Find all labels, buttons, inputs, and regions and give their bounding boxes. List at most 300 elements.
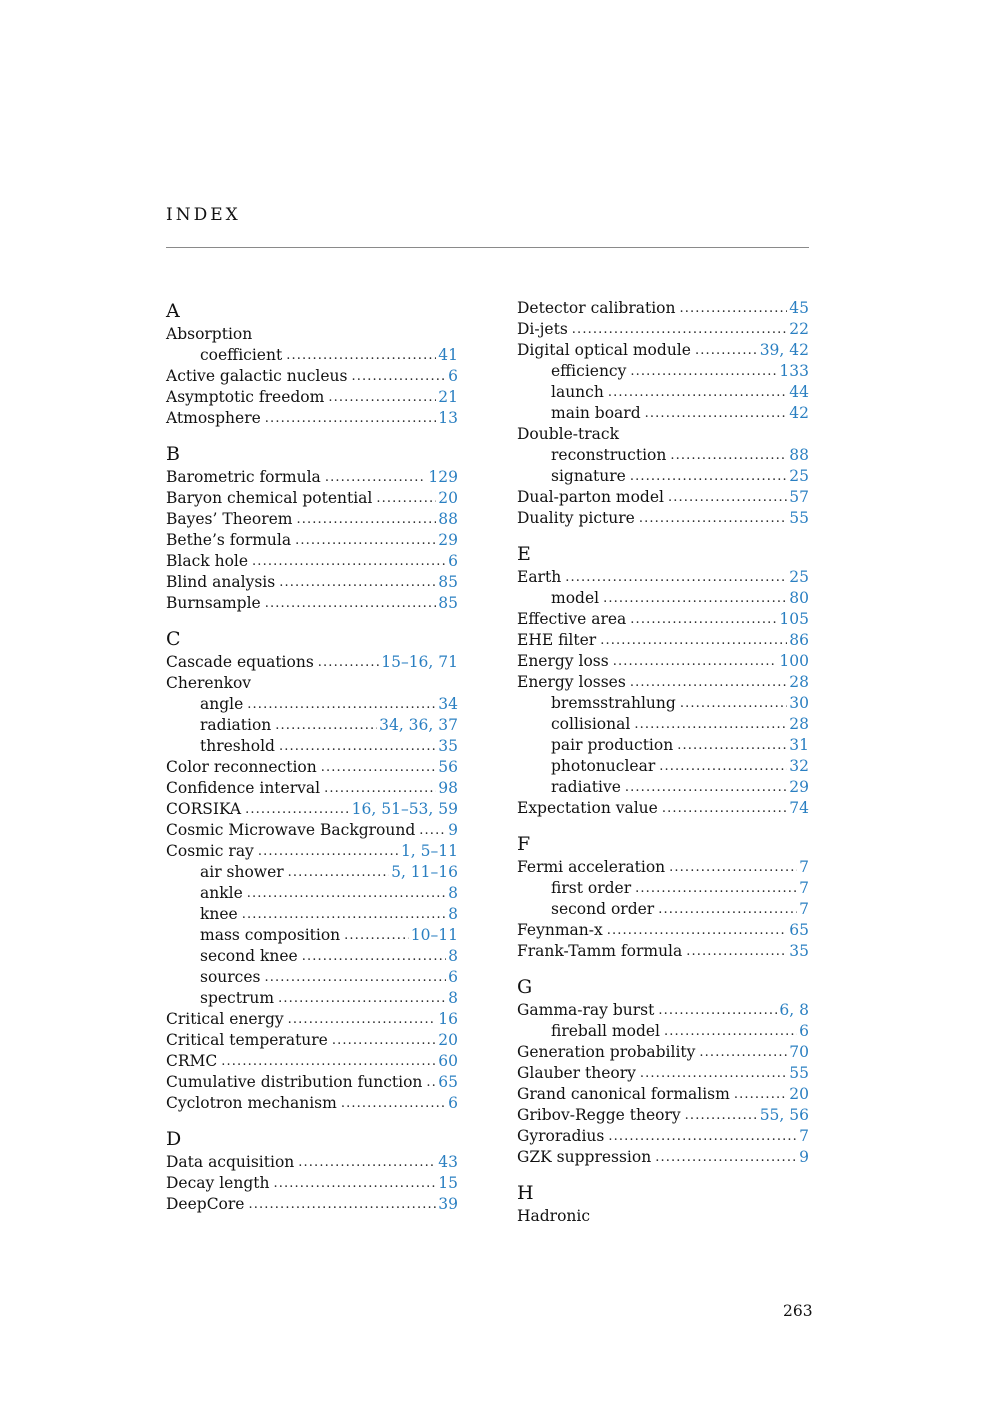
page-reference-link[interactable]: 43 xyxy=(438,1153,458,1171)
index-term: Active galactic nucleus xyxy=(166,367,348,385)
index-subentry xyxy=(166,345,458,366)
page-title: INDEX xyxy=(166,205,241,225)
index-entry xyxy=(166,1009,458,1030)
index-entry xyxy=(517,298,809,319)
index-section-letter: D xyxy=(166,1128,182,1150)
index-entry xyxy=(517,1126,809,1147)
dot-leader xyxy=(630,361,777,382)
dot-leader xyxy=(288,862,389,883)
index-entry xyxy=(166,324,458,345)
index-term: sources xyxy=(200,968,261,986)
index-term: angle xyxy=(200,695,244,713)
dot-leader xyxy=(565,567,787,588)
index-term: signature xyxy=(551,467,626,485)
index-term: Black hole xyxy=(166,552,249,570)
index-term: knee xyxy=(200,905,238,923)
dot-leader xyxy=(248,1194,436,1215)
dot-leader xyxy=(258,841,399,862)
page-reference-link[interactable]: 70 xyxy=(789,1043,809,1061)
page-reference-link[interactable]: 16 xyxy=(438,1010,458,1028)
index-section-letter: G xyxy=(517,976,533,998)
dot-leader xyxy=(273,1173,436,1194)
index-entry xyxy=(166,408,458,429)
index-term: second order xyxy=(551,900,655,918)
page-reference-link[interactable]: 13 xyxy=(438,409,458,427)
page-reference-link[interactable]: 39, 42 xyxy=(759,341,809,359)
index-term: Barometric formula xyxy=(166,468,321,486)
index-term: Earth xyxy=(517,568,562,586)
dot-leader xyxy=(332,1030,436,1051)
page-reference-link[interactable]: 39 xyxy=(438,1195,458,1213)
index-term: mass composition xyxy=(200,926,341,944)
index-entry xyxy=(517,567,809,588)
dot-leader xyxy=(670,445,787,466)
dot-leader xyxy=(324,778,436,799)
page-reference-link[interactable]: 32 xyxy=(789,757,809,775)
index-entry xyxy=(517,630,809,651)
page-reference-link[interactable]: 42 xyxy=(789,404,809,422)
index-subentry xyxy=(517,382,809,403)
index-term: Gamma-ray burst xyxy=(517,1001,655,1019)
index-entry xyxy=(517,1000,809,1021)
index-term: Generation probability xyxy=(517,1043,696,1061)
page-reference-link[interactable]: 28 xyxy=(789,673,809,691)
index-term: Gribov-Regge theory xyxy=(517,1106,681,1124)
index-entry xyxy=(166,799,458,820)
index-term: Blind analysis xyxy=(166,573,276,591)
page-reference-link[interactable]: 22 xyxy=(789,320,809,338)
dot-leader xyxy=(242,904,446,925)
page-reference-link[interactable]: 6, 8 xyxy=(779,1001,809,1019)
page-reference-link[interactable]: 5, 11–16 xyxy=(391,863,458,881)
index-term: EHE filter xyxy=(517,631,597,649)
index-entry xyxy=(166,778,458,799)
index-entry xyxy=(166,509,458,530)
page-reference-link[interactable]: 30 xyxy=(789,694,809,712)
header-rule xyxy=(166,247,809,248)
index-term: Frank-Tamm formula xyxy=(517,942,683,960)
index-entry xyxy=(517,941,809,962)
page-reference-link[interactable]: 74 xyxy=(789,799,809,817)
page-reference-link[interactable]: 1, 5–11 xyxy=(400,842,458,860)
index-subentry xyxy=(166,925,458,946)
index-term: Di-jets xyxy=(517,320,568,338)
index-subentry xyxy=(166,715,458,736)
page-reference-link[interactable]: 85 xyxy=(438,594,458,612)
index-term: ankle xyxy=(200,884,243,902)
page-reference-link[interactable]: 65 xyxy=(438,1073,458,1091)
dot-leader xyxy=(607,920,788,941)
page-reference-link[interactable]: 29 xyxy=(438,531,458,549)
page-reference-link[interactable]: 133 xyxy=(779,362,809,380)
index-term: Energy losses xyxy=(517,673,626,691)
page-reference-link[interactable]: 34, 36, 37 xyxy=(379,716,458,734)
page-reference-link[interactable]: 35 xyxy=(789,942,809,960)
index-term: Dual-parton model xyxy=(517,488,664,506)
index-term: photonuclear xyxy=(551,757,656,775)
index-entry xyxy=(517,1147,809,1168)
dot-leader xyxy=(625,777,787,798)
dot-leader xyxy=(613,651,778,672)
index-term: air shower xyxy=(200,863,284,881)
dot-leader xyxy=(351,366,446,387)
index-subentry xyxy=(517,735,809,756)
index-term: first order xyxy=(551,879,632,897)
page-reference-link[interactable]: 6 xyxy=(799,1022,809,1040)
index-term: Cosmic ray xyxy=(166,842,254,860)
index-subentry xyxy=(517,466,809,487)
dot-leader xyxy=(669,857,797,878)
dot-leader xyxy=(318,652,379,673)
index-term: model xyxy=(551,589,600,607)
page-reference-link[interactable]: 6 xyxy=(448,367,458,385)
page-reference-link[interactable]: 16, 51–53, 59 xyxy=(351,800,458,818)
page-reference-link[interactable]: 31 xyxy=(789,736,809,754)
dot-leader xyxy=(286,345,436,366)
index-entry xyxy=(517,424,809,445)
page-reference-link[interactable]: 80 xyxy=(789,589,809,607)
page-reference-link[interactable]: 6 xyxy=(448,968,458,986)
index-entry xyxy=(166,673,458,694)
page-reference-link[interactable]: 8 xyxy=(448,989,458,1007)
index-subentry xyxy=(517,588,809,609)
index-section-letter: H xyxy=(517,1182,534,1204)
index-entry xyxy=(166,757,458,778)
dot-leader xyxy=(247,883,446,904)
index-term: fireball model xyxy=(551,1022,661,1040)
section-gap xyxy=(166,614,458,626)
index-term: efficiency xyxy=(551,362,627,380)
index-entry xyxy=(517,1063,809,1084)
page-reference-link[interactable]: 88 xyxy=(789,446,809,464)
index-subentry xyxy=(517,361,809,382)
dot-leader xyxy=(680,693,787,714)
page-reference-link[interactable]: 41 xyxy=(438,346,458,364)
dot-leader xyxy=(275,715,377,736)
index-subentry xyxy=(517,756,809,777)
page-reference-link[interactable]: 105 xyxy=(779,610,809,628)
dot-leader xyxy=(668,487,787,508)
page-reference-link[interactable]: 25 xyxy=(789,568,809,586)
index-entry xyxy=(517,1206,809,1227)
index-term: radiative xyxy=(551,778,621,796)
index-subentry xyxy=(166,694,458,715)
index-entry xyxy=(517,508,809,529)
page-reference-link[interactable]: 55 xyxy=(789,509,809,527)
dot-leader xyxy=(655,1147,797,1168)
index-term: Cosmic Microwave Background xyxy=(166,821,416,839)
dot-leader xyxy=(608,1126,797,1147)
index-section-letter: C xyxy=(166,628,181,650)
index-subentry xyxy=(517,899,809,920)
index-entry xyxy=(517,651,809,672)
page-reference-link[interactable]: 6 xyxy=(448,1094,458,1112)
dot-leader xyxy=(639,508,787,529)
dot-leader xyxy=(664,1021,797,1042)
index-term: coefficient xyxy=(200,346,283,364)
index-column-right xyxy=(517,298,809,1227)
index-entry xyxy=(166,1051,458,1072)
page-reference-link[interactable]: 21 xyxy=(438,388,458,406)
dot-leader xyxy=(630,609,777,630)
index-term: bremsstrahlung xyxy=(551,694,676,712)
dot-leader xyxy=(658,1000,777,1021)
page-reference-link[interactable]: 34 xyxy=(438,695,458,713)
index-term: Glauber theory xyxy=(517,1064,636,1082)
index-entry xyxy=(166,572,458,593)
dot-leader xyxy=(325,467,427,488)
index-section-letter: E xyxy=(517,543,531,565)
index-entry xyxy=(517,1084,809,1105)
index-section-letter: B xyxy=(166,443,180,465)
index-entry xyxy=(517,1042,809,1063)
index-term: Detector calibration xyxy=(517,299,676,317)
index-term: Digital optical module xyxy=(517,341,691,359)
dot-leader xyxy=(265,967,447,988)
dot-leader xyxy=(245,799,350,820)
index-term: Grand canonical formalism xyxy=(517,1085,730,1103)
dot-leader xyxy=(685,1105,758,1126)
index-entry xyxy=(517,609,809,630)
index-term: pair production xyxy=(551,736,674,754)
index-entry xyxy=(166,387,458,408)
page-reference-link[interactable]: 20 xyxy=(438,1031,458,1049)
index-term: spectrum xyxy=(200,989,275,1007)
index-term: radiation xyxy=(200,716,272,734)
index-term: threshold xyxy=(200,737,275,755)
index-entry xyxy=(166,467,458,488)
page-reference-link[interactable]: 8 xyxy=(448,905,458,923)
index-entry xyxy=(517,319,809,340)
dot-leader xyxy=(603,588,787,609)
index-term: Expectation value xyxy=(517,799,658,817)
page-reference-link[interactable]: 129 xyxy=(428,468,458,486)
dot-leader xyxy=(321,757,437,778)
page-reference-link[interactable]: 6 xyxy=(448,552,458,570)
page-reference-link[interactable]: 10–11 xyxy=(410,926,458,944)
dot-leader xyxy=(734,1084,787,1105)
page-reference-link[interactable]: 15 xyxy=(438,1174,458,1192)
index-entry xyxy=(166,820,458,841)
index-section-letter: F xyxy=(517,833,531,855)
dot-leader xyxy=(699,1042,787,1063)
index-subentry xyxy=(166,883,458,904)
index-term: Absorption xyxy=(166,325,253,343)
index-term: reconstruction xyxy=(551,446,667,464)
index-entry xyxy=(517,857,809,878)
index-subentry xyxy=(517,714,809,735)
page-reference-link[interactable]: 8 xyxy=(448,884,458,902)
dot-leader xyxy=(600,630,787,651)
index-entry xyxy=(517,920,809,941)
page-reference-link[interactable]: 55 xyxy=(789,1064,809,1082)
page-reference-link[interactable]: 57 xyxy=(789,488,809,506)
dot-leader xyxy=(640,1063,787,1084)
index-subentry xyxy=(517,445,809,466)
dot-leader xyxy=(279,572,436,593)
index-entry xyxy=(166,1093,458,1114)
index-term: Data acquisition xyxy=(166,1153,295,1171)
page-reference-link[interactable]: 25 xyxy=(789,467,809,485)
index-term: GZK suppression xyxy=(517,1148,652,1166)
index-entry xyxy=(517,340,809,361)
section-gap xyxy=(166,1114,458,1126)
dot-leader xyxy=(265,593,437,614)
page-reference-link[interactable]: 85 xyxy=(438,573,458,591)
section-gap xyxy=(517,819,809,831)
index-term: Cascade equations xyxy=(166,653,314,671)
index-term: Color reconnection xyxy=(166,758,317,776)
index-entry xyxy=(166,1030,458,1051)
section-gap xyxy=(517,1168,809,1180)
page-reference-link[interactable]: 60 xyxy=(438,1052,458,1070)
index-term: Critical energy xyxy=(166,1010,284,1028)
dot-leader xyxy=(634,714,787,735)
page-reference-link[interactable]: 28 xyxy=(789,715,809,733)
dot-leader xyxy=(658,899,797,920)
index-entry xyxy=(517,1105,809,1126)
dot-leader xyxy=(630,672,787,693)
dot-leader xyxy=(677,735,787,756)
page-number: 263 xyxy=(783,1302,813,1320)
dot-leader xyxy=(686,941,787,962)
index-term: Duality picture xyxy=(517,509,635,527)
page-reference-link[interactable]: 55, 56 xyxy=(759,1106,809,1124)
index-subentry xyxy=(166,904,458,925)
index-term: main board xyxy=(551,404,641,422)
index-entry xyxy=(166,1194,458,1215)
index-entry xyxy=(166,593,458,614)
dot-leader xyxy=(298,1152,436,1173)
index-term: second knee xyxy=(200,947,298,965)
page-reference-link[interactable]: 88 xyxy=(438,510,458,528)
page-reference-link[interactable]: 35 xyxy=(438,737,458,755)
index-entry xyxy=(166,1152,458,1173)
index-term: Cherenkov xyxy=(166,674,252,692)
page-reference-link[interactable]: 20 xyxy=(438,489,458,507)
index-subentry xyxy=(517,693,809,714)
page-reference-link[interactable]: 15–16, 71 xyxy=(381,653,458,671)
index-entry xyxy=(166,530,458,551)
page-reference-link[interactable]: 29 xyxy=(789,778,809,796)
page-reference-link[interactable]: 9 xyxy=(448,821,458,839)
index-term: Atmosphere xyxy=(166,409,261,427)
page-reference-link[interactable]: 7 xyxy=(799,879,809,897)
page-reference-link[interactable]: 100 xyxy=(779,652,809,670)
page-reference-link[interactable]: 98 xyxy=(438,779,458,797)
dot-leader xyxy=(376,488,436,509)
page-reference-link[interactable]: 86 xyxy=(789,631,809,649)
index-subentry xyxy=(517,777,809,798)
index-entry xyxy=(166,1173,458,1194)
section-gap xyxy=(517,529,809,541)
index-entry xyxy=(517,798,809,819)
dot-leader xyxy=(265,408,436,429)
index-term: Critical temperature xyxy=(166,1031,328,1049)
index-entry xyxy=(166,652,458,673)
index-entry xyxy=(517,672,809,693)
dot-leader xyxy=(662,798,787,819)
page-reference-link[interactable]: 8 xyxy=(448,947,458,965)
dot-leader xyxy=(279,736,436,757)
index-subentry xyxy=(166,988,458,1009)
index-term: CORSIKA xyxy=(166,800,242,818)
page-reference-link[interactable]: 7 xyxy=(799,1127,809,1145)
dot-leader xyxy=(252,551,446,572)
dot-leader xyxy=(296,509,436,530)
index-subentry xyxy=(166,736,458,757)
page-reference-link[interactable]: 65 xyxy=(789,921,809,939)
index-term: launch xyxy=(551,383,604,401)
index-subentry xyxy=(166,946,458,967)
page-reference-link[interactable]: 7 xyxy=(799,858,809,876)
index-entry xyxy=(166,551,458,572)
index-term: Bethe’s formula xyxy=(166,531,292,549)
index-entry xyxy=(166,841,458,862)
index-entry xyxy=(166,1072,458,1093)
dot-leader xyxy=(328,387,436,408)
index-term: Fermi acceleration xyxy=(517,858,666,876)
page-reference-link[interactable]: 44 xyxy=(789,383,809,401)
page-reference-link[interactable]: 56 xyxy=(438,758,458,776)
index-term: CRMC xyxy=(166,1052,218,1070)
index-entry xyxy=(517,487,809,508)
index-term: Bayes’ Theorem xyxy=(166,510,293,528)
index-subentry xyxy=(517,1021,809,1042)
index-subentry xyxy=(166,967,458,988)
dot-leader xyxy=(645,403,788,424)
dot-leader xyxy=(426,1072,436,1093)
section-gap xyxy=(166,429,458,441)
dot-leader xyxy=(659,756,787,777)
index-term: Effective area xyxy=(517,610,627,628)
dot-leader xyxy=(278,988,446,1009)
index-term: Confidence interval xyxy=(166,779,321,797)
dot-leader xyxy=(288,1009,437,1030)
dot-leader xyxy=(221,1051,436,1072)
index-entry xyxy=(166,366,458,387)
dot-leader xyxy=(680,298,788,319)
dot-leader xyxy=(419,820,446,841)
index-term: Feynman-x xyxy=(517,921,603,939)
index-term: collisional xyxy=(551,715,631,733)
page-reference-link[interactable]: 9 xyxy=(799,1148,809,1166)
page-reference-link[interactable]: 7 xyxy=(799,900,809,918)
index-term: Double-track xyxy=(517,425,619,443)
index-term: Asymptotic freedom xyxy=(166,388,325,406)
dot-leader xyxy=(302,946,446,967)
index-term: Cumulative distribution function xyxy=(166,1073,423,1091)
dot-leader xyxy=(295,530,436,551)
index-term: Energy loss xyxy=(517,652,609,670)
page-reference-link[interactable]: 20 xyxy=(789,1085,809,1103)
index-subentry xyxy=(517,403,809,424)
dot-leader xyxy=(341,1093,446,1114)
dot-leader xyxy=(630,466,787,487)
dot-leader xyxy=(572,319,787,340)
index-column-left xyxy=(166,298,458,1215)
dot-leader xyxy=(247,694,436,715)
dot-leader xyxy=(635,878,797,899)
dot-leader xyxy=(695,340,758,361)
index-term: Hadronic xyxy=(517,1207,591,1225)
page-reference-link[interactable]: 45 xyxy=(789,299,809,317)
index-term: Decay length xyxy=(166,1174,270,1192)
dot-leader xyxy=(344,925,409,946)
index-term: DeepCore xyxy=(166,1195,245,1213)
index-term: Burnsample xyxy=(166,594,261,612)
dot-leader xyxy=(608,382,787,403)
